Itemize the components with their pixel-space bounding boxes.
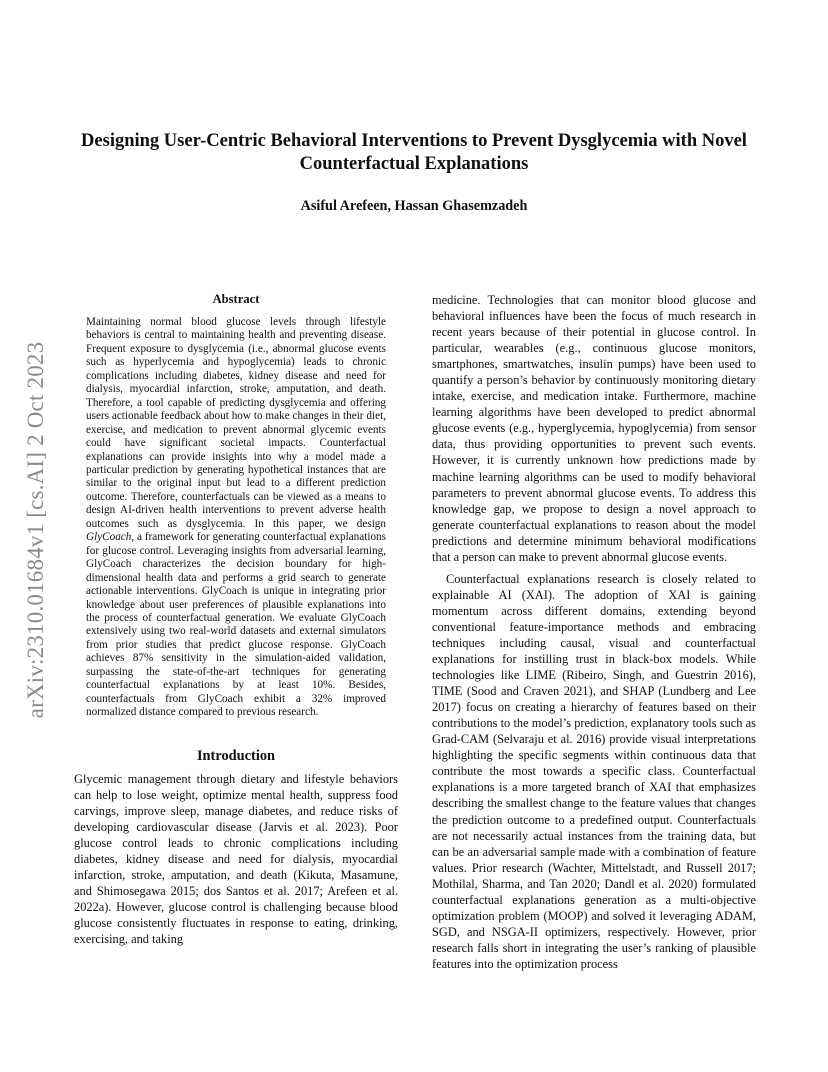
abstract-text-part-2: , a framework for generating counterfactual explanations for glucose control. Leveraging insights from adversarial learning, GlyCoach characterizes the decision boundary for high-dimensional health data and performs a grid search to generate actionable interventions. GlyCoach is unique in integrating prior knowledge about user preferences of plausible explanations into the process of counterfactual generation. We evaluate GlyCoach extensively using two real-world datasets and external simulators from prior studies that predict glucose response. GlyCoach achieves 87% sensitivity in the simulation-aided validation, surpassing the state-of-the-art techniques for generating counterfactual explanations by at least 10%. Besides, counterfactuals from GlyCoach exhibit a 32% improved normalized distance compared to previous research.	[86, 531, 386, 719]
arxiv-identifier: arXiv:2310.01684v1 [cs.AI] 2 Oct 2023	[23, 341, 48, 719]
paper-authors: Asiful Arefeen, Hassan Ghasemzadeh	[300, 198, 528, 214]
abstract-text-part-1: Maintaining normal blood glucose levels through lifestyle behaviors is central to maintaining health and preventing disease. Frequent exposure to dysglycemia (i.e., abnormal glucose events such as hyperlycemia and hypoglycemia) leads to chronic complications including diabetes, kidney disease and need for dialysis, myocardial infarction, stroke, amputation, and death. Therefore, a tool capable of predicting dysglycemia and offering users actionable feedback about how to make changes in their diet, exercise, and medication to prevent abnormal glycemic events could have significant societal impacts. Counterfactual explanations can provide insights into why a model made a particular prediction by generating hypothetical instances that are similar to the original input but lead to a different prediction outcome. Therefore, counterfactuals can be viewed as a means to design AI-driven health interventions to prevent adverse health outcomes such as dysglycemia. In this paper, we design	[86, 316, 386, 530]
right-column	[432, 292, 756, 972]
introduction-paragraph-1: Glycemic management through dietary and lifestyle behaviors can help to lose weight, optimize mental health, suppress food carvings, improve sleep, manage diabetes, and reduce risks of developing cardiovascular disease (Jarvis et al. 2023). Poor glucose control leads to chronic complications including diabetes, kidney disease and need for dialysis, myocardial infarction, stroke, amputation, and death (Kikuta, Masamune, and Shimosegawa 2015; dos Santos et al. 2017; Arefeen et al. 2022a). However, glucose control is challenging because blood glucose consistently fluctuates in response to eating, drinking, exercising, and taking	[74, 771, 398, 947]
introduction-paragraph-2: Counterfactual explanations research is closely related to explainable AI (XAI). The adoption of XAI is gaining momentum across different domains, extending beyond conventional feature-importance methods and embracing techniques including causal, visual and counterfactual explanations for instilling trust in black-box models. While technologies like LIME (Ribeiro, Singh, and Guestrin 2016), TIME (Sood and Craven 2021), and SHAP (Lundberg and Lee 2017) focus on creating a hierarchy of features based on their contributions to the model’s prediction, explanatory tools such as Grad-CAM (Selvaraju et al. 2016) provide visual interpretations highlighting the specific segments within continuous data that contribute the most towards a specific class. Counterfactual explanations is a more targeted branch of XAI that emphasizes describing the smallest change to the feature values that changes the prediction outcome to a predefined output. Counterfactuals are not necessarily actual instances from the training data, but can be an adversarial sample made with a combination of feature values. Prior research (Wachter, Mittelstadt, and Russell 2017; Mothilal, Sharma, and Tan 2020; Dandl et al. 2020) formulated counterfactual explanations generation as a multi-objective optimization problem (MOOP) and solved it leveraging ADAM, SGD, and NSGA-II optimizers, respectively. However, prior research falls short in integrating the user’s ranking of plausible features into the optimization process	[432, 571, 756, 971]
paper-title: Designing User-Centric Behavioral Interventions to Prevent Dysglycemia with Novel Counterfactual Explanations	[81, 131, 747, 174]
abstract-text	[86, 316, 386, 720]
abstract-framework-name: GlyCoach	[86, 531, 132, 544]
abstract-heading: Abstract	[212, 292, 260, 306]
arxiv-identifier-stamp	[16, 300, 56, 760]
introduction-heading: Introduction	[196, 747, 276, 764]
introduction-paragraph-1-continued: medicine. Technologies that can monitor blood glucose and behavioral influences have been the focus of much research in recent years because of their potential in glucose control. In particular, wearables (e.g., continuous glucose monitors, smartphones, smartwatches, insulin pumps) have been used to quantify a person’s behavior by continuously monitoring dietary intake, exercise, and medication intake. Furthermore, machine learning algorithms have been developed to predict abnormal glucose events (e.g., hyperglycemia, hypoglycemia) from sensor data, thus providing opportunities to prevent such events. However, it is currently unknown how predictions made by machine learning algorithms can be used to modify behavioral parameters to prevent abnormal glucose events. To address this knowledge gap, we propose to design a novel approach to generate counterfactual explanations to reason about the model predictions and determine minimum behavioral modifications that a person can make to prevent abnormal glucose events.	[432, 293, 756, 564]
left-column	[74, 292, 398, 947]
